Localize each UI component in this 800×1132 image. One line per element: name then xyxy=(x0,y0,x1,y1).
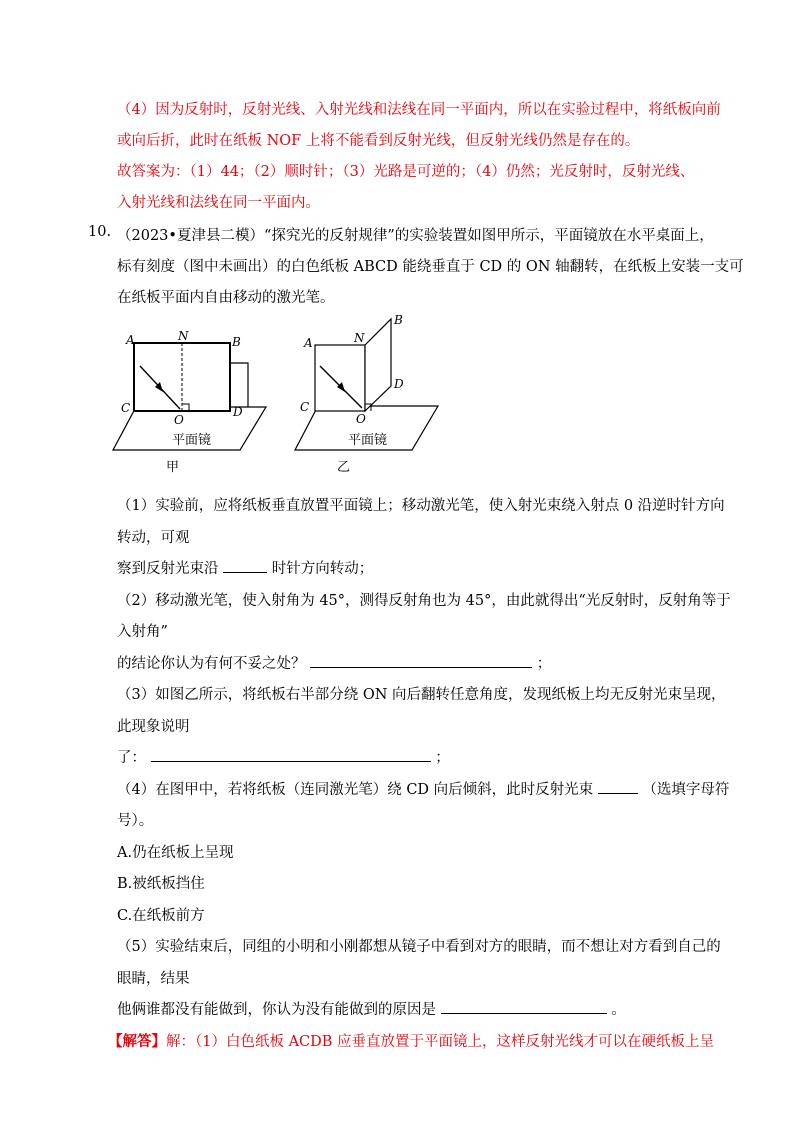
part5-line-3 xyxy=(117,998,626,1019)
label-o-yi: O xyxy=(356,412,366,426)
part2-text-a: 的结论你认为有何不妥之处？ xyxy=(117,656,306,672)
label-d-jia: D xyxy=(233,405,243,419)
label-c-jia: C xyxy=(121,401,131,415)
question-stem-line-2: 标有刻度（图中未画出）的白色纸板 ABCD 能绕垂直于 CD 的 ON 轴翻转，在纸板上安装一支可 xyxy=(117,259,744,275)
figure-yi xyxy=(290,310,450,478)
option-c[interactable]: C.在纸板前方 xyxy=(117,908,205,924)
part3-line-1: （3）如图乙所示，将纸板右半部分绕 ON 向后翻转任意角度，发现纸板上均无反射光束呈现， xyxy=(117,687,726,703)
label-mirror-jia: 平面镜 xyxy=(172,433,212,448)
part2-line-3 xyxy=(117,652,551,673)
label-d-yi: D xyxy=(394,377,404,391)
answer-text: 解：（1）白色纸板 ACDB 应垂直放置于平面镜上，这样反射光线才可以在硬纸板上呈 xyxy=(166,1034,715,1050)
part5-blank[interactable] xyxy=(441,999,607,1014)
question-number: 10. xyxy=(88,224,112,240)
label-a-yi: A xyxy=(304,336,313,350)
option-a[interactable]: A.仍在纸板上呈现 xyxy=(117,845,234,861)
label-n-yi: N xyxy=(354,331,365,345)
part1-text-b: 时针方向转动； xyxy=(271,561,374,577)
part4-text-b: （选填字母符 xyxy=(642,782,730,798)
part5-line-2: 眼睛，结果 xyxy=(117,971,190,987)
part4-blank[interactable] xyxy=(598,779,638,794)
answer-prev-line-4: 入射光线和法线在同一平面内。 xyxy=(117,195,320,211)
part3-text-a: 了： xyxy=(117,750,146,766)
part2-line-1: （2）移动激光笔，使入射角为 45°，测得反射角也为 45°，由此就得出“光反射时，反射角等于 xyxy=(117,593,731,609)
label-mirror-yi: 平面镜 xyxy=(348,433,388,448)
label-c-yi: C xyxy=(300,400,310,414)
part2-blank[interactable] xyxy=(310,653,532,668)
label-b-yi: B xyxy=(394,313,403,327)
caption-yi: 乙 xyxy=(337,460,351,475)
part5-text-a: 他俩谁都没有能做到，你认为没有能做到的原因是 xyxy=(117,1002,436,1018)
part3-blank[interactable] xyxy=(151,747,431,762)
part2-line-2: 入射角” xyxy=(117,624,168,640)
label-a-jia: A xyxy=(126,333,135,347)
answer-prev-line-1: （4）因为反射时，反射光线、入射光线和法线在同一平面内，所以在实验过程中，将纸板向前 xyxy=(117,102,721,118)
paper-right-yi xyxy=(365,319,391,411)
part3-text-b: ； xyxy=(435,750,450,766)
part4-line-1 xyxy=(117,778,729,799)
paper-left-yi xyxy=(315,345,365,411)
caption-jia: 甲 xyxy=(166,460,180,474)
option-b[interactable]: B.被纸板挡住 xyxy=(117,876,205,892)
part1-text-a: 察到反射光束沿 xyxy=(117,561,219,577)
part4-text-a: （4）在图甲中，若将纸板（连同激光笔）绕 CD 向后倾斜，此时反射光束 xyxy=(117,782,594,798)
part4-line-2: 号）。 xyxy=(117,813,154,829)
answer-line xyxy=(108,1030,714,1051)
label-n-jia: N xyxy=(178,329,189,343)
question-stem-line-3: 在纸板平面内自由移动的激光笔。 xyxy=(117,290,335,306)
figure-jia xyxy=(108,328,288,474)
answer-prev-line-3: 故答案为：（1）44；（2）顺时针；（3）光路是可逆的；（4）仍然；光反射时，反射光线、 xyxy=(117,164,695,180)
question-stem-line-1: （2023•夏津县二模）“探究光的反射规律”的实验装置如图甲所示，平面镜放在水平桌面上， xyxy=(117,228,714,244)
part2-text-b: ； xyxy=(536,656,552,672)
answer-prev-line-2: 或向后折，此时在纸板 NOF 上将不能看到反射光线，但反射光线仍然是存在的。 xyxy=(117,133,640,149)
part1-line-3 xyxy=(117,557,373,578)
label-b-jia: B xyxy=(232,335,241,349)
part5-line-1: （5）实验结束后，同组的小明和小刚都想从镜子中看到对方的眼睛，而不想让对方看到自己的 xyxy=(117,939,721,955)
label-o-jia: O xyxy=(174,413,184,427)
part3-line-2: 此现象说明 xyxy=(117,719,190,735)
part5-text-b: 。 xyxy=(611,1002,626,1018)
part1-line-1: （1）实验前，应将纸板垂直放置平面镜上；移动激光笔，使入射光束绕入射点 0 沿逆时针方向 xyxy=(117,498,725,514)
part1-line-2: 转动，可观 xyxy=(117,530,190,546)
part3-line-3 xyxy=(117,746,450,767)
part1-blank[interactable] xyxy=(223,558,267,573)
answer-tag: 【解答】 xyxy=(108,1033,166,1050)
